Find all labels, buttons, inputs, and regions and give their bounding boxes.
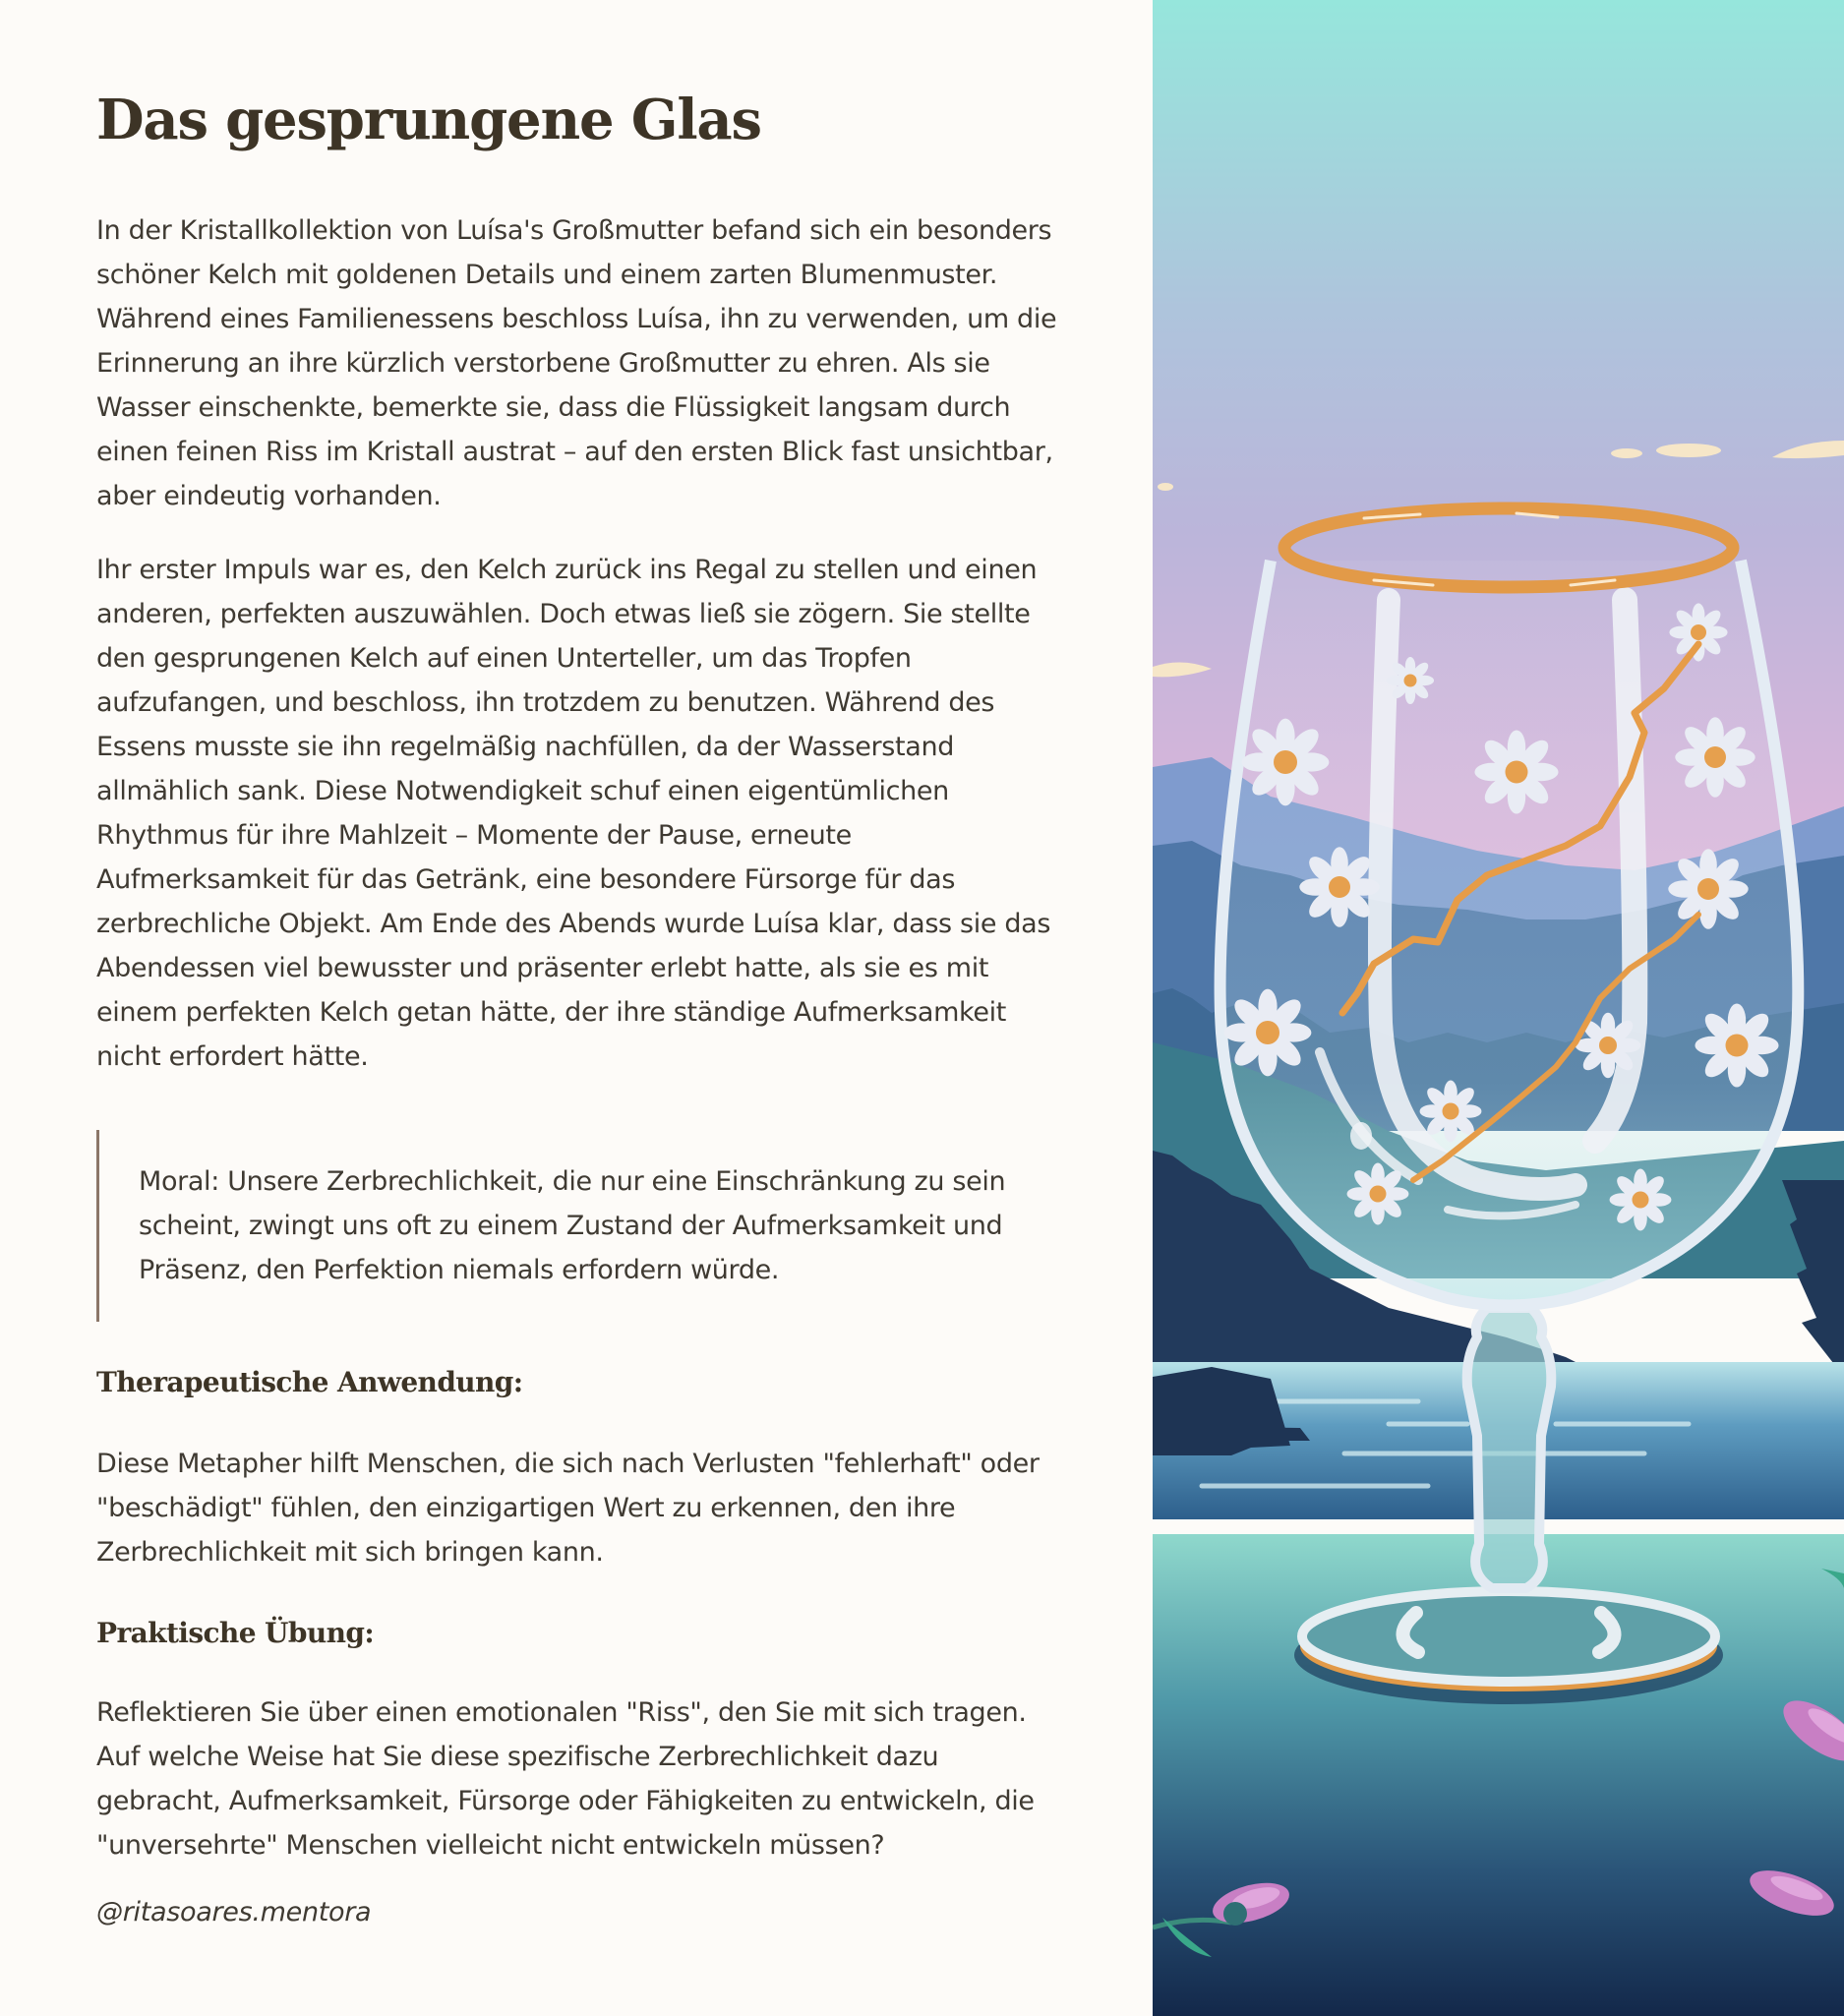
moral-text: Moral: Unsere Zerbrechlichkeit, die nur eine Einschränkung zu sein scheint, zwingt uns oft zu einem Zustand der Aufmerksamkeit und Präsenz, den Perfektion niemals erfordern würde.: [139, 1166, 1006, 1285]
section-heading-therapeutic: Therapeutische Anwendung:: [96, 1366, 523, 1398]
story-paragraph-1: In der Kristallkollektion von Luísa's Großmutter befand sich ein besonders schöner Kelch mit goldenen Details und einem zarten Blumenmuster. Während eines Familienessens beschloss Luísa, ihn zu verwenden, um die Erinnerung an ihre kürzlich verstorbene Großmutter zu ehren. Als sie Wasser einschenkte, bemerkte sie, dass die Flüssigkeit langsam durch einen feinen Riss im Kristall austrat – auf den ersten Blick fast unsichtbar, aber eindeutig vorhanden.: [96, 215, 1057, 511]
moral-blockquote: [96, 1130, 1065, 1322]
section-body-exercise: Reflektieren Sie über einen emotionalen "Riss", den Sie mit sich tragen. Auf welche Weise hat Sie diese spezifische Zerbrechlichkeit dazu gebracht, Aufmerksamkeit, Fürsorge oder Fähigkeiten zu entwickeln, die "unversehrte" Menschen vielleicht nicht entwickeln müssen?: [96, 1697, 1035, 1861]
cracked-glass-illustration: [1153, 0, 1844, 2016]
page-title: Das gesprungene Glas: [96, 88, 761, 152]
author-signature: @ritasoares.mentora: [96, 1897, 372, 1927]
story-paragraph-2: Ihr erster Impuls war es, den Kelch zurück ins Regal zu stellen und einen anderen, perfekten auszuwählen. Doch etwas ließ sie zögern. Sie stellte den gesprungenen Kelch auf einen Unterteller, um das Tropfen aufzufangen, und beschloss, ihn trotzdem zu benutzen. Während des Essens musste sie ihn regelmäßig nachfüllen, da der Wasserstand allmählich sank. Diese Notwendigkeit schuf einen eigentümlichen Rhythmus für ihre Mahlzeit – Momente der Pause, erneute Aufmerksamkeit für das Getränk, eine besondere Fürsorge für das zerbrechliche Objekt. Am Ende des Abends wurde Luísa klar, dass sie das Abendessen viel bewusster und präsenter erlebt hatte, als sie es mit einem perfekten Kelch getan hätte, der ihre ständige Aufmerksamkeit nicht erfordert hätte.: [96, 555, 1051, 1072]
section-body-therapeutic: Diese Metapher hilft Menschen, die sich nach Verlusten "fehlerhaft" oder "beschädigt" fühlen, den einzigartigen Wert zu erkennen, den ihre Zerbrechlichkeit mit sich bringen kann.: [96, 1449, 1040, 1568]
section-heading-exercise: Praktische Übung:: [96, 1617, 375, 1649]
illustration-cracked-glass: [1153, 0, 1844, 2016]
